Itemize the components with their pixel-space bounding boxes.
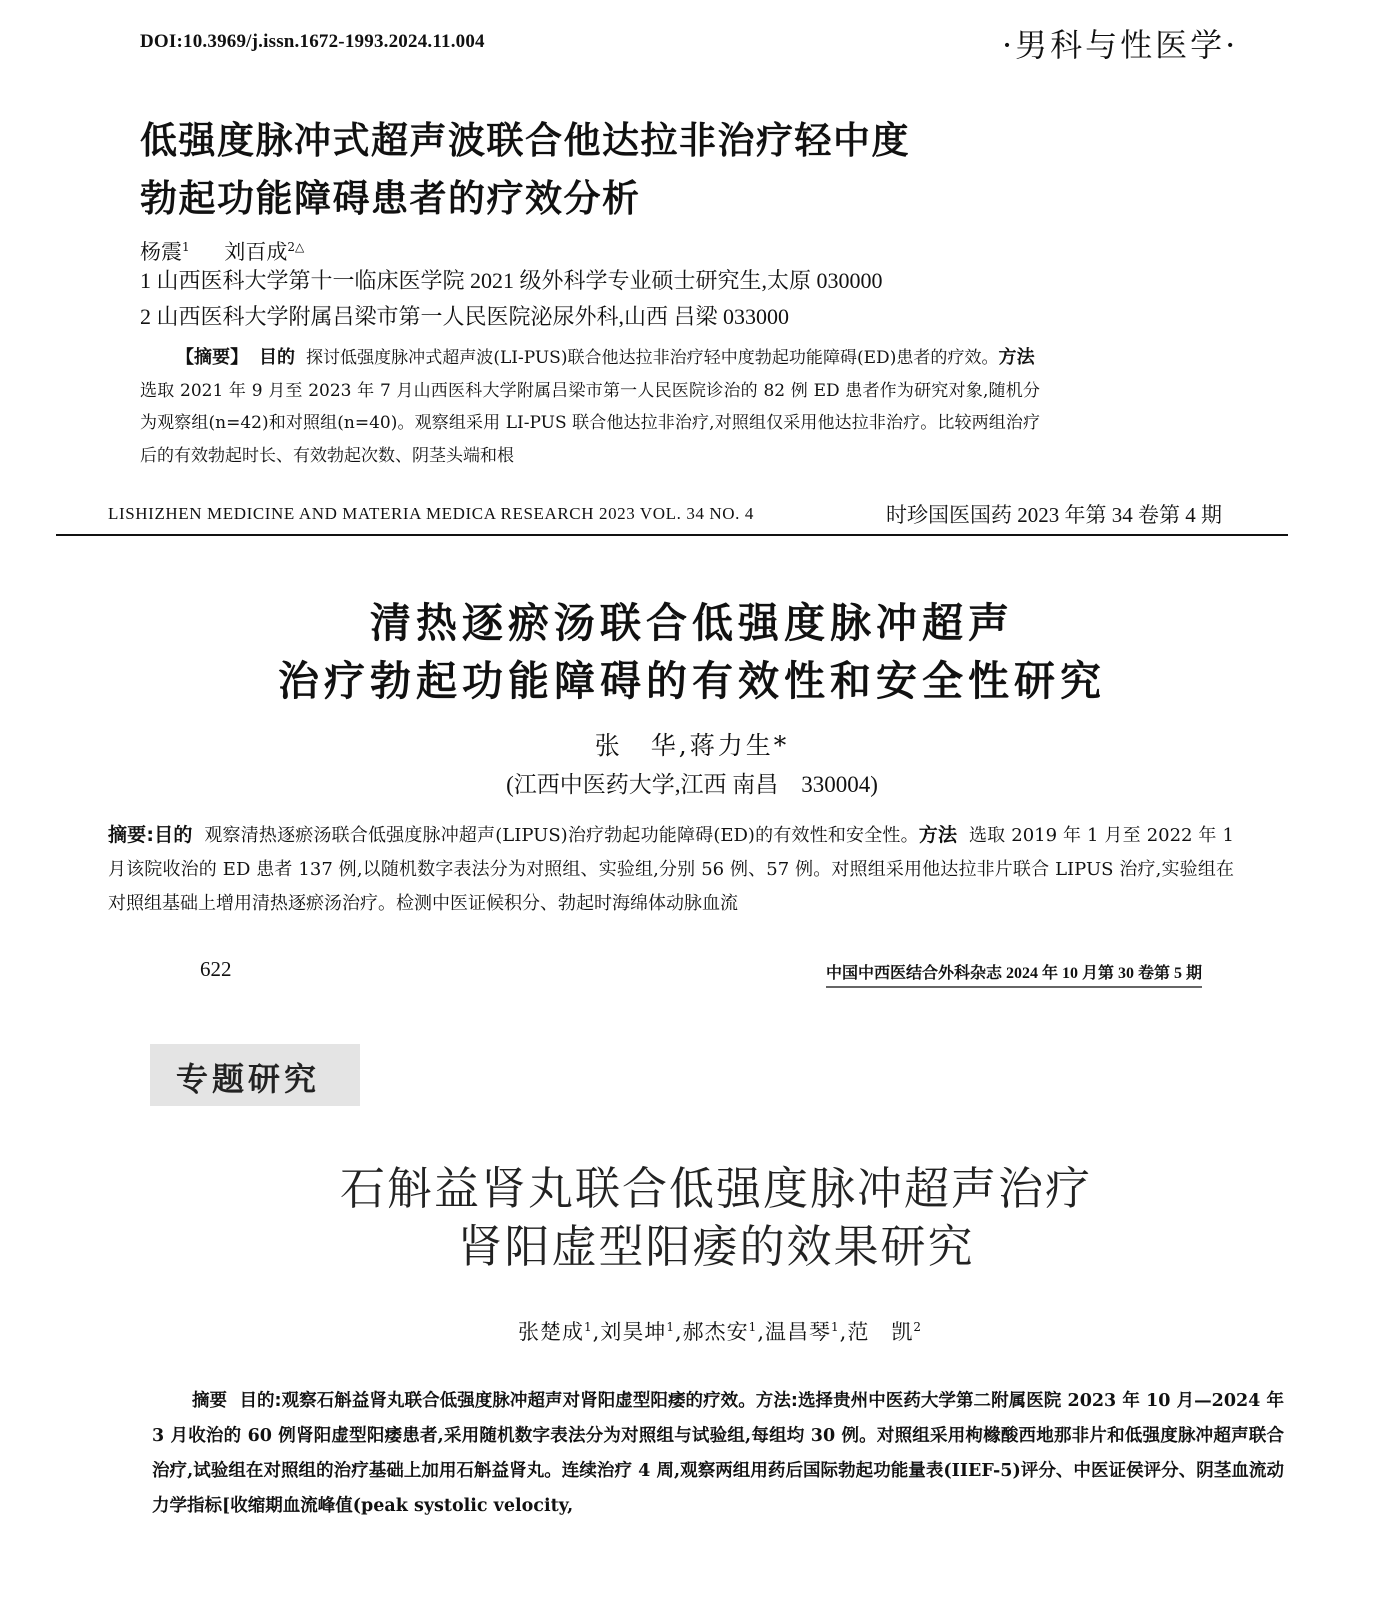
journal-header-cn: 时珍国医国药 2023 年第 34 卷第 4 期 <box>886 503 1222 527</box>
article1-authors <box>140 236 304 266</box>
article3-authors: 张楚成$^1$,刘昊坤$^1$,郝杰安$^1$,温昌琴$^1$,范 凯$^2$ <box>518 1320 922 1344</box>
method-label: 方法 <box>918 824 958 846</box>
journal-section-label: ·男科与性医学· <box>1002 26 1239 64</box>
header-divider <box>56 534 1288 536</box>
article2-authors: 张 华,蒋力生* <box>594 731 790 760</box>
author-name: 温昌琴 <box>765 1320 831 1344</box>
author-name: 郝杰安 <box>682 1320 749 1344</box>
author-name: 刘百成 <box>224 240 288 264</box>
article1-affiliation-1: 1 山西医科大学第十一临床医学院 2021 级外科学专业硕士研究生,太原 030000 <box>140 268 883 293</box>
author-name: 刘昊坤 <box>600 1320 667 1344</box>
article2-title-line1: 清热逐瘀汤联合低强度脉冲超声 <box>370 599 1014 647</box>
journal-header-en: LISHIZHEN MEDICINE AND MATERIA MEDICA RESEARCH 2023 VOL. 34 NO. 4 <box>108 504 754 523</box>
article1-title-line2: 勃起功能障碍患者的疗效分析 <box>140 176 641 220</box>
author-name: 张楚成 <box>518 1320 585 1344</box>
method-label: 方法: <box>755 1391 798 1411</box>
method-text: 选择贵州中医药大学第二附属医院 2023 年 10 月—2024 年 3 月收治的 60 例肾阳虚型阳痿患者,采用随机数字表法分为对照组与试验组,每组均 30 例。对照组采用枸橼酸西地那非片和低强度脉冲超声联合治疗,试验组在对照组的治疗基础上加用石斛益肾丸。连续治疗 4 周,观察两组用药后国际勃起功能量表(IIEF-5)评分、中医证侯评分、阴茎血流动力学指标[收缩期血流峰值(peak systolic velocity, <box>152 1391 1285 1516</box>
author-name: 范 凯 <box>847 1320 914 1344</box>
author-sup: 1 <box>831 1320 840 1334</box>
abstract-label: 摘要 <box>192 1391 228 1411</box>
objective-text: 观察石斛益肾丸联合低强度脉冲超声对肾阳虚型阳痿的疗效。 <box>281 1391 756 1411</box>
page-number: 622 <box>200 957 232 981</box>
method-label: 方法 <box>998 347 1035 368</box>
article3-title-line1: 石斛益肾丸联合低强度脉冲超声治疗 <box>339 1162 1092 1215</box>
objective-text: 探讨低强度脉冲式超声波(LI-PUS)联合他达拉非治疗轻中度勃起功能障碍(ED)患者的疗效。 <box>305 348 999 368</box>
article3-abstract <box>152 1384 1284 1524</box>
author-sup: 1 <box>182 240 190 254</box>
author-sup: 1 <box>666 1320 675 1334</box>
author-sup: 1 <box>584 1320 593 1334</box>
article2-affiliation: (江西中医药大学,江西 南昌 330004) <box>506 772 878 797</box>
article1-abstract <box>140 342 1040 472</box>
objective-label: 目的 <box>259 347 296 368</box>
article3-title-line2: 肾阳虚型阳痿的效果研究 <box>457 1220 975 1273</box>
article2-abstract <box>108 818 1234 930</box>
article1-affiliation-2: 2 山西医科大学附属吕梁市第一人民医院泌尿外科,山西 吕梁 033000 <box>140 304 790 329</box>
author-sup: 1 <box>748 1320 758 1334</box>
doi: DOI:10.3969/j.issn.1672-1993.2024.11.004 <box>140 31 485 52</box>
objective-text: 观察清热逐瘀汤联合低强度脉冲超声(LIPUS)治疗勃起功能障碍(ED)的有效性和安全性。 <box>204 825 919 846</box>
objective-label: 目的: <box>239 1391 282 1411</box>
method-text: 选取 2019 年 1 月至 2022 年 1 月该院收治的 ED 患者 137 例,以随机数字表法分为对照组、实验组,分别 56 例、57 例。对照组采用他达拉非片联合 LIPUS 治疗,实验组在对照组基础上增用清热逐瘀汤治疗。检测中医证候积分、勃起时海绵体动脉血流 <box>108 825 1234 914</box>
author-name: 杨震 <box>140 240 182 264</box>
objective-label: 目的 <box>153 824 193 846</box>
abstract-label: 【摘要】 <box>176 347 249 368</box>
author-sup: 2 <box>913 1320 922 1334</box>
topic-label: 专题研究 <box>176 1060 321 1098</box>
article2-title-line2: 治疗勃起功能障碍的有效性和安全性研究 <box>278 657 1106 705</box>
article1-title-line1: 低强度脉冲式超声波联合他达拉非治疗轻中度 <box>140 118 910 162</box>
abstract-label: 摘要: <box>108 824 154 846</box>
method-text: 选取 2021 年 9 月至 2023 年 7 月山西医科大学附属吕梁市第一人民医院诊治的 82 例 ED 患者作为研究对象,随机分为观察组(n=42)和对照组(n=40)。观察组采用 LI-PUS 联合他达拉非治疗,对照组仅采用他达拉非治疗。比较两组治疗后的有效勃起时长、有效勃起次数、阴茎头端和根 <box>140 380 1040 466</box>
journal-header: 中国中西医结合外科杂志 2024 年 10 月第 30 卷第 5 期 <box>826 960 1202 988</box>
author-sup: 2△ <box>287 240 305 254</box>
